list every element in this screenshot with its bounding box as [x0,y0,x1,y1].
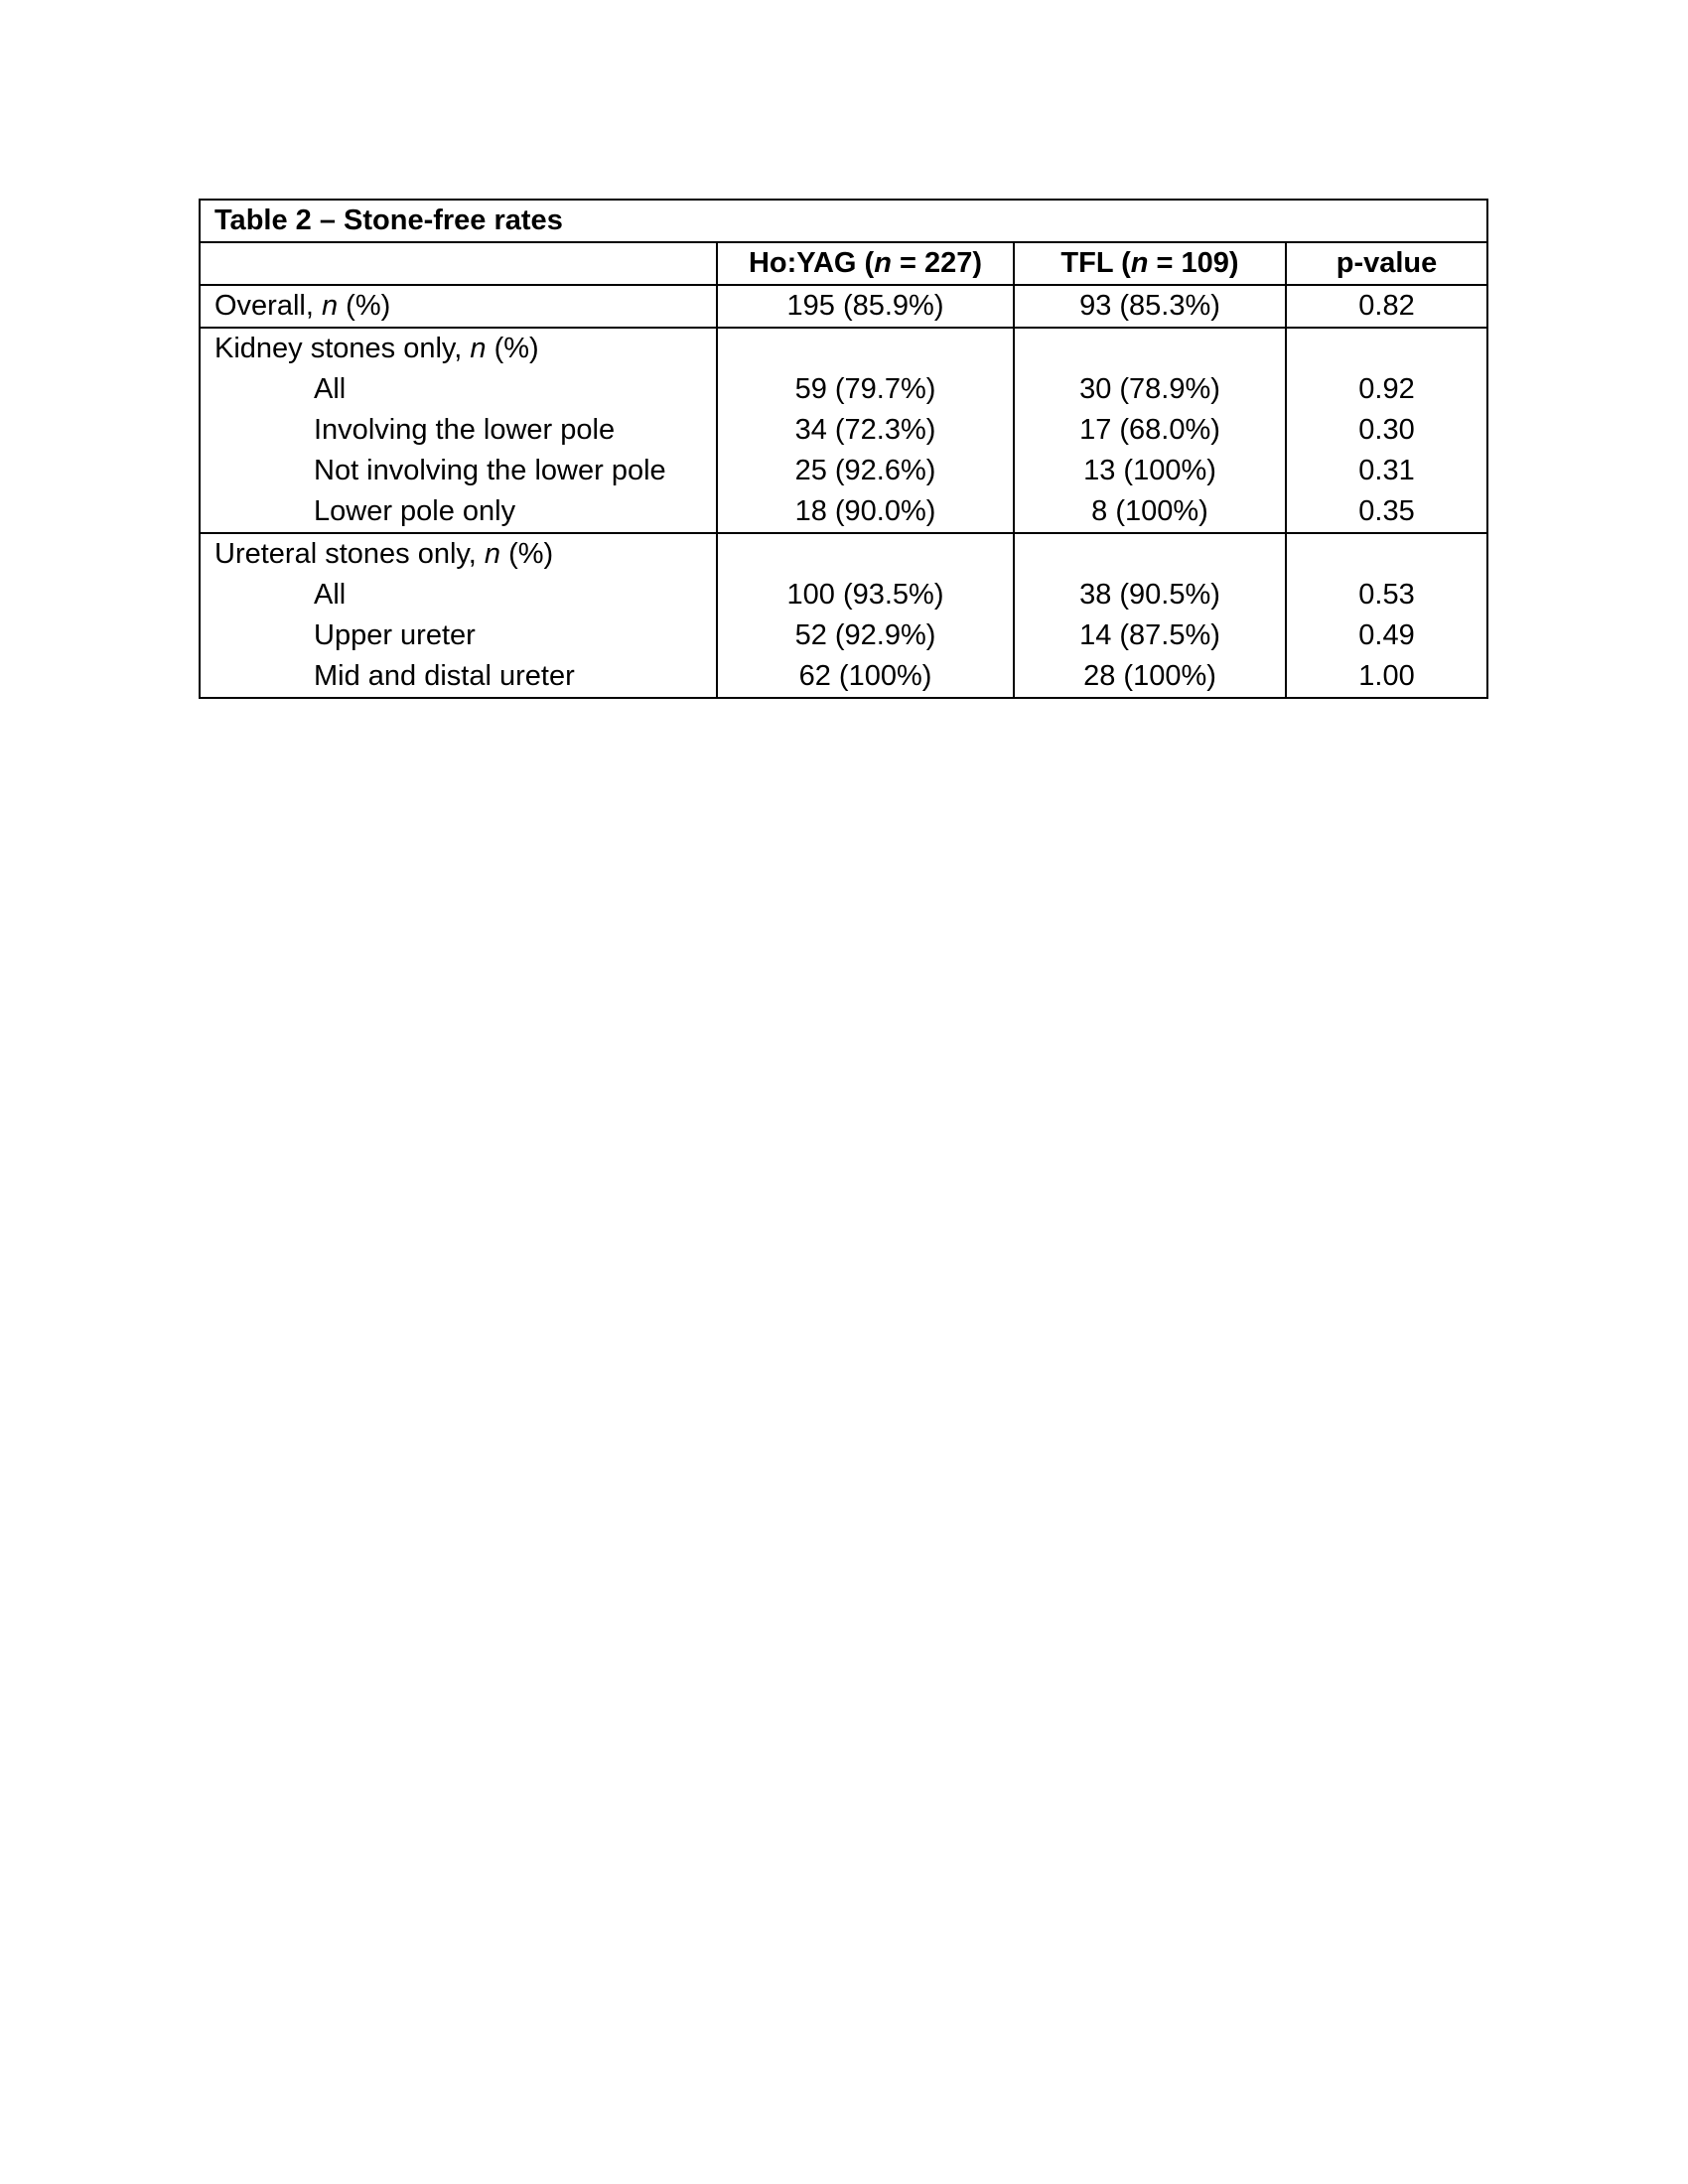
header-tfl: TFL (n = 109) [1014,242,1286,285]
row-tfl: 38 (90.5%) [1014,575,1286,615]
table-row [200,491,1487,533]
row-hoyag: 100 (93.5%) [717,575,1014,615]
row-tfl: 13 (100%) [1014,451,1286,491]
row-hoyag: 18 (90.0%) [717,491,1014,533]
table-title: Table 2 – Stone-free rates [200,200,1487,242]
table-row [200,410,1487,451]
header-empty-cell [200,242,717,285]
header-hoyag: Ho:YAG (n = 227) [717,242,1014,285]
table-row [200,656,1487,698]
table-row [200,575,1487,615]
overall-tfl: 93 (85.3%) [1014,285,1286,328]
row-hoyag: 62 (100%) [717,656,1014,698]
row-p-value: 0.49 [1286,615,1487,656]
row-p-value: 1.00 [1286,656,1487,698]
row-label: All [200,575,717,615]
header-p-value: p-value [1286,242,1487,285]
ureteral-section-label: Ureteral stones only, n (%) [200,533,717,575]
row-tfl: 14 (87.5%) [1014,615,1286,656]
overall-p-value: 0.82 [1286,285,1487,328]
row-p-value: 0.30 [1286,410,1487,451]
row-p-value: 0.35 [1286,491,1487,533]
overall-hoyag: 195 (85.9%) [717,285,1014,328]
overall-row [200,285,1487,328]
row-p-value: 0.53 [1286,575,1487,615]
overall-label: Overall, n (%) [200,285,717,328]
table-row [200,451,1487,491]
row-tfl: 8 (100%) [1014,491,1286,533]
row-hoyag: 59 (79.7%) [717,369,1014,410]
row-tfl: 17 (68.0%) [1014,410,1286,451]
row-p-value: 0.92 [1286,369,1487,410]
row-label: Not involving the lower pole [200,451,717,491]
table-row [200,615,1487,656]
row-p-value: 0.31 [1286,451,1487,491]
row-label: Mid and distal ureter [200,656,717,698]
row-hoyag: 34 (72.3%) [717,410,1014,451]
row-label: Involving the lower pole [200,410,717,451]
row-label: All [200,369,717,410]
row-label: Upper ureter [200,615,717,656]
header-row [200,242,1487,285]
table-title-row [200,200,1487,242]
data-table [199,199,1488,699]
row-hoyag: 52 (92.9%) [717,615,1014,656]
kidney-section-row [200,328,1487,369]
kidney-section-label: Kidney stones only, n (%) [200,328,717,369]
row-tfl: 30 (78.9%) [1014,369,1286,410]
row-label: Lower pole only [200,491,717,533]
ureteral-section-row [200,533,1487,575]
table-row [200,369,1487,410]
stone-free-rates-table [199,199,1486,699]
row-hoyag: 25 (92.6%) [717,451,1014,491]
row-tfl: 28 (100%) [1014,656,1286,698]
